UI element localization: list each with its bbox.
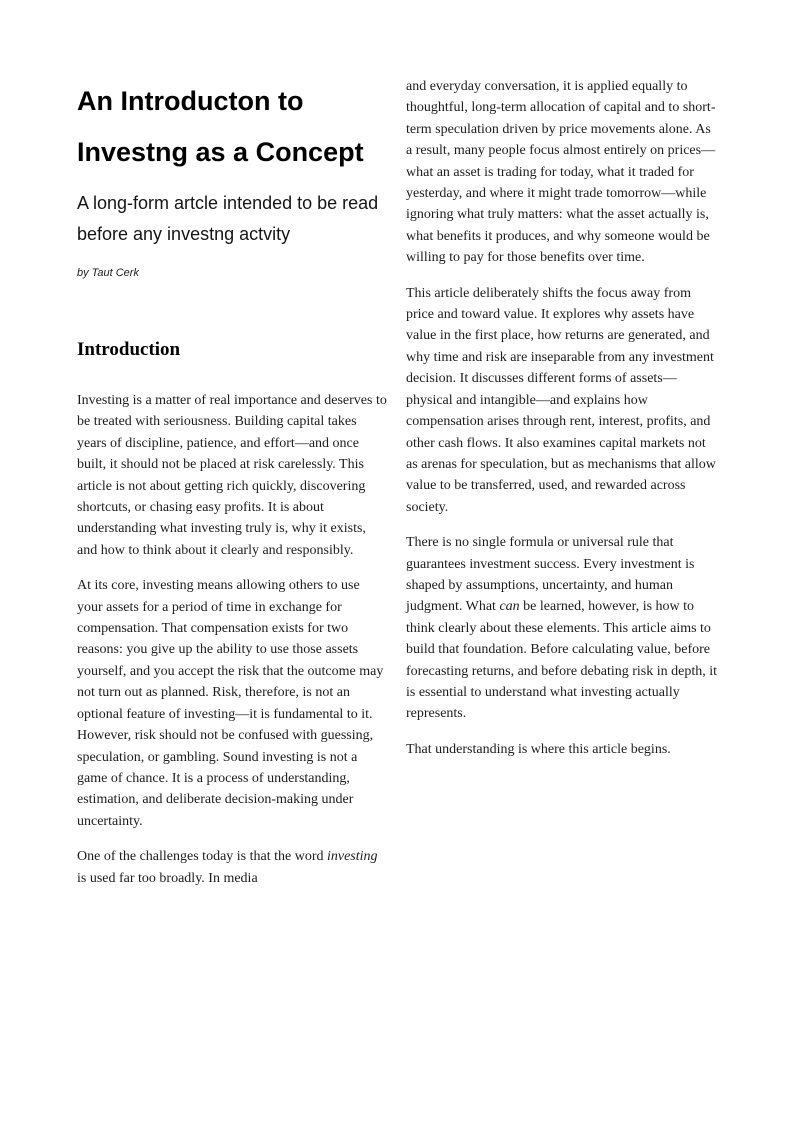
italic-term: investing bbox=[326, 849, 378, 865]
right-column bbox=[406, 76, 717, 903]
right-column-paragraphs bbox=[406, 76, 717, 760]
left-column bbox=[77, 76, 388, 903]
text-run: At its core, investing means allowing others to use your assets for a period of time in exchange for compensation. That compensation exists for two reasons: you give up the ability to use those assets yourself, and you accept the risk that the outcome may not turn out as planned. Risk, therefore, is not an optional feature of investing—it is fundamental to it. However, risk should not be confused with guessing, speculation, or gambling. Sound investing is not a game of chance. It is a process of understanding, estimation, and deliberate decision-making under uncertainty. bbox=[77, 578, 384, 829]
text-run: Investing is a matter of real importance and deserves to be treated with seriousness. Building capital takes years of discipline, patience, and effort—and once built, it should not be placed at risk carelessly. This article is not about getting rich quickly, discovering shortcuts, or chasing easy profits. It is about understanding what investing truly is, why it exists, and how to think about it clearly and responsibly. bbox=[77, 393, 387, 558]
italic-term: can bbox=[499, 599, 520, 615]
text-run: is used far too broadly. In media bbox=[77, 870, 258, 886]
text-run: This article deliberately shifts the focus away from price and toward value. It explores why assets have value in the first place, how returns are generated, and why time and risk are inseparable from any investment decision. It discusses different forms of assets—physical and intangible—and explains how compensation arises through rent, interest, profits, and other cash flows. It also examines capital markets not as arenas for speculation, but as mechanisms that allow value to be transferred, used, and rewarded across society. bbox=[406, 285, 716, 515]
text-run: be learned, however, is how to think clearly about these elements. This article aims to build that foundation. Before calculating value, before forecasting returns, and before debating risk in depth, it is essential to understand what investing actually represents. bbox=[406, 599, 718, 722]
left-column-paragraphs bbox=[77, 390, 388, 889]
byline: by Taut Cerk bbox=[77, 267, 139, 279]
paragraph bbox=[77, 390, 388, 561]
paragraph bbox=[406, 739, 717, 760]
text-run: One of the challenges today is that the word bbox=[77, 849, 327, 865]
text-run: That understanding is where this article begins. bbox=[406, 741, 671, 757]
paragraph bbox=[77, 575, 388, 832]
paragraph bbox=[406, 76, 717, 269]
text-run: and everyday conversation, it is applied equally to thoughtful, long-term allocation of capital and to short-term speculation driven by price movements alone. As a result, many people focus almost entirely on prices—what an asset is trading for today, what it traded for yesterday, and where it might trade tomorrow—while ignoring what truly matters: what the asset actually is, what benefits it produces, and why someone would be willing to pay for those benefits over time. bbox=[406, 79, 716, 266]
text-run: There is no single formula or universal rule that guarantees investment success. Every investment is shaped by assumptions, uncertainty, and human judgment. What bbox=[406, 535, 695, 615]
paragraph bbox=[406, 283, 717, 518]
document-title: An Introducton to Investng as a Concept bbox=[77, 86, 364, 167]
two-column-layout bbox=[77, 76, 794, 903]
paragraph bbox=[77, 846, 388, 889]
paragraph bbox=[406, 532, 717, 725]
document-subtitle: A long-form artcle intended to be read before any investng actvity bbox=[77, 193, 379, 244]
section-heading-introduction: Introduction bbox=[77, 339, 181, 360]
